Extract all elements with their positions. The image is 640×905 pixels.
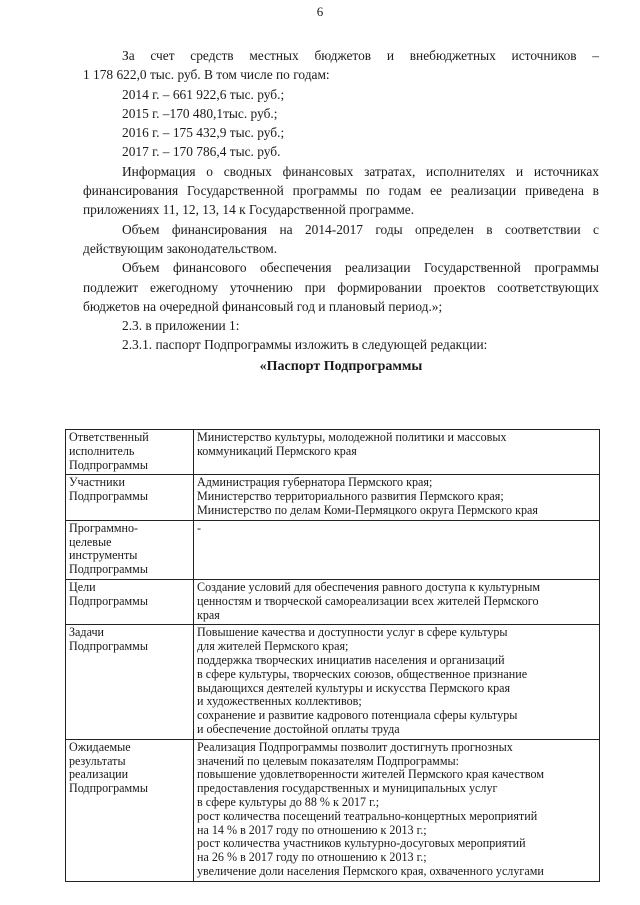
row-content-line: для жителей Пермского края; bbox=[197, 639, 349, 654]
row-label-line: Ожидаемые bbox=[69, 739, 131, 754]
row-label-line: Подпрограммы bbox=[69, 562, 148, 577]
paragraph-provision: Объем финансового обеспечения реализации Государственной программы подлежит ежегодному уточнению при формировании проектов соответствующих бюджетов на очередной финансовый год и плановый период.»; bbox=[83, 260, 599, 314]
table-row-participants bbox=[66, 475, 600, 520]
row-label-line: Подпрограммы bbox=[69, 781, 148, 796]
row-label-participants bbox=[66, 475, 194, 520]
item-2-3-1: 2.3.1. паспорт Подпрограммы изложить в следующей редакции: bbox=[122, 337, 488, 353]
row-content-line: в сфере культуры, творческих союзов, общественное признание bbox=[197, 666, 528, 681]
row-content-line: и обеспечение достойной оплаты труда bbox=[197, 721, 400, 736]
row-content-line: предоставления государственных и муниципальных услуг bbox=[197, 781, 498, 796]
row-content-expected-results bbox=[194, 739, 600, 881]
row-label-line: исполнитель bbox=[69, 443, 135, 458]
paragraph-info: Информация о сводных финансовых затратах, исполнителях и источниках финансирования Государственной программы по годам ее реализации приведена в приложениях 11, 12, 13, 14 к Государственной программе. bbox=[83, 163, 599, 218]
row-label-line: Задачи bbox=[69, 625, 105, 640]
page-number: 6 bbox=[316, 4, 324, 19]
table-row-program-instruments bbox=[66, 520, 600, 579]
row-content-line: выдающихся деятелей культуры и искусства Пермского края bbox=[197, 680, 511, 695]
funding-year-2015: 2015 г. –170 480,1тыс. руб.; bbox=[122, 105, 278, 121]
row-content-goals bbox=[194, 579, 600, 624]
row-label-responsible-executor bbox=[66, 430, 194, 475]
row-label-line: Подпрограммы bbox=[69, 489, 148, 504]
row-content-line: на 26 % в 2017 году по отношению к 2013 г.; bbox=[197, 850, 427, 865]
row-content-line: Министерство территориального развития Пермского края; bbox=[197, 489, 504, 504]
row-label-line: Участники bbox=[69, 475, 125, 490]
row-content-line: поддержка творческих инициатив населения и организаций bbox=[197, 652, 505, 667]
row-content-line: рост количества участников культурно-досуговых мероприятий bbox=[197, 836, 526, 851]
row-label-line: Подпрограммы bbox=[69, 457, 148, 472]
row-label-line: реализации bbox=[69, 767, 129, 782]
row-content-line: увеличение доли населения Пермского края, охваченного услугами bbox=[197, 863, 544, 878]
table-row-goals bbox=[66, 579, 600, 624]
row-content-tasks bbox=[194, 625, 600, 739]
row-content-line: ценностям и творческой самореализации всех жителей Пермского bbox=[197, 593, 539, 608]
passport-table bbox=[65, 429, 600, 882]
row-content-line: Реализация Подпрограммы позволит достигнуть прогнозных bbox=[197, 739, 513, 754]
row-content-line: коммуникаций Пермского края bbox=[197, 443, 357, 458]
table-row-responsible-executor bbox=[66, 430, 600, 475]
row-label-line: Подпрограммы bbox=[69, 639, 148, 654]
row-label-line: Подпрограммы bbox=[69, 593, 148, 608]
row-label-line: инструменты bbox=[69, 548, 138, 563]
row-content-line: и художественных коллективов; bbox=[197, 694, 362, 709]
row-label-expected-results bbox=[66, 739, 194, 881]
row-content-participants bbox=[194, 475, 600, 520]
row-content-line: Повышение качества и доступности услуг в сфере культуры bbox=[197, 625, 508, 640]
row-content-program-instruments bbox=[194, 520, 600, 579]
table-row-expected-results bbox=[66, 739, 600, 881]
row-content-line: в сфере культуры до 88 % к 2017 г.; bbox=[197, 794, 380, 809]
row-label-line: Ответственный bbox=[69, 430, 149, 444]
row-label-goals bbox=[66, 579, 194, 624]
row-label-program-instruments bbox=[66, 520, 194, 579]
row-content-line: сохранение и развитие кадрового потенциала сферы культуры bbox=[197, 708, 518, 723]
item-2-3: 2.3. в приложении 1: bbox=[122, 318, 240, 334]
row-content-line: значений по целевым показателям Подпрограммы: bbox=[197, 753, 459, 768]
funding-year-2017: 2017 г. – 170 786,4 тыс. руб. bbox=[122, 144, 281, 160]
passport-title: «Паспорт Подпрограммы bbox=[259, 358, 423, 374]
row-content-line: - bbox=[197, 520, 202, 535]
row-content-line: на 14 % в 2017 году по отношению к 2013 г.; bbox=[197, 822, 427, 837]
funding-intro-line-1: За счет средств местных бюджетов и внебюджетных источников – bbox=[122, 48, 599, 63]
row-label-line: Программно- bbox=[69, 520, 139, 535]
row-content-line: повышение удовлетворенности жителей Пермского края качеством bbox=[197, 767, 544, 782]
funding-intro-line-2: 1 178 622,0 тыс. руб. В том числе по годам: bbox=[83, 67, 330, 83]
document-body bbox=[83, 46, 599, 376]
row-content-line: рост количества посещений театрально-концертных мероприятий bbox=[197, 808, 538, 823]
row-content-responsible-executor bbox=[194, 430, 600, 475]
table-row-tasks bbox=[66, 625, 600, 739]
row-content-line: Министерство культуры, молодежной политики и массовых bbox=[197, 430, 507, 444]
row-label-tasks bbox=[66, 625, 194, 739]
row-content-line: Министерство по делам Коми-Пермяцкого округа Пермского края bbox=[197, 502, 538, 517]
paragraph-volume: Объем финансирования на 2014-2017 годы определен в соответствии с действующим законодательством. bbox=[83, 221, 599, 256]
funding-year-2014: 2014 г. – 661 922,6 тыс. руб.; bbox=[122, 86, 285, 102]
row-content-line: Создание условий для обеспечения равного доступа к культурным bbox=[197, 579, 541, 594]
row-label-line: Цели bbox=[69, 579, 96, 594]
row-content-line: Администрация губернатора Пермского края; bbox=[197, 475, 433, 490]
row-label-line: целевые bbox=[69, 534, 112, 549]
row-label-line: результаты bbox=[69, 753, 126, 768]
funding-year-2016: 2016 г. – 175 432,9 тыс. руб.; bbox=[122, 125, 285, 141]
row-content-line: края bbox=[197, 607, 220, 622]
